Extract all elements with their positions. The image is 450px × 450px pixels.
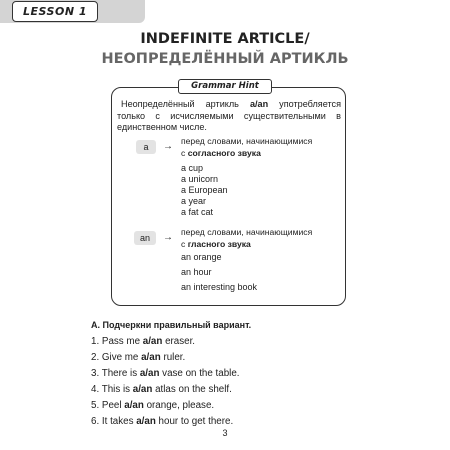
sentence-start: Peel <box>101 400 125 411</box>
article-an-box: an <box>134 231 156 245</box>
example-item: an hour <box>181 267 212 277</box>
sentence-end: orange, please. <box>143 400 215 411</box>
intro-text-start: Неопределённый артикль <box>121 99 250 109</box>
intro-text-end: употребляется только с исчисляемыми существительными в единственном числе. <box>117 99 341 132</box>
article-choice[interactable]: a/an <box>142 336 163 347</box>
exercise-sentence <box>91 352 185 364</box>
example-item: an interesting book <box>181 282 258 292</box>
rule-a-line2 <box>181 148 336 160</box>
example-item: a unicorn <box>181 174 219 184</box>
sentence-number: 2. <box>91 352 100 363</box>
rule-an-vowel-sound: гласного звука <box>187 238 251 249</box>
sentence-end: vase on the table. <box>159 368 240 379</box>
sentence-number: 1. <box>91 336 100 347</box>
rule-a-prep: с <box>181 147 188 158</box>
page-title-russian: НЕОПРЕДЕЛЁННЫЙ АРТИКЛЬ <box>101 51 349 67</box>
rule-an-line2 <box>181 239 336 251</box>
example-item: a year <box>181 196 207 206</box>
exercise-sentence <box>91 368 240 380</box>
rule-an-description <box>181 227 336 250</box>
sentence-end: ruler. <box>160 352 186 363</box>
exercise-sentence <box>91 400 214 412</box>
page-title-english: INDEFINITE ARTICLE/ <box>140 31 310 47</box>
article-choice[interactable]: a/an <box>124 400 144 411</box>
page-number: 3 <box>222 428 228 438</box>
example-item: a European <box>181 185 228 195</box>
intro-article-bold: a/an <box>249 99 269 109</box>
exercise-instruction: A. Подчеркни правильный вариант. <box>91 320 252 330</box>
sentence-start: It takes <box>101 416 137 427</box>
rule-a-description <box>181 136 336 159</box>
sentence-number: 3. <box>91 368 100 379</box>
example-item: a cup <box>181 163 204 173</box>
grammar-hint-intro <box>117 99 341 134</box>
article-choice[interactable]: a/an <box>132 384 153 395</box>
rule-an-line1: перед словами, начинающимися <box>181 227 313 237</box>
example-item: an orange <box>181 252 222 262</box>
lesson-label: LESSON 1 <box>12 1 98 22</box>
article-choice[interactable]: a/an <box>139 368 160 379</box>
sentence-end: eraser. <box>162 336 196 347</box>
rule-a-consonant-sound: согласного звука <box>187 147 261 158</box>
sentence-start: Give me <box>101 352 142 363</box>
example-item: a fat cat <box>181 207 214 217</box>
sentence-start: There is <box>101 368 140 379</box>
article-choice[interactable]: a/an <box>141 352 161 363</box>
exercise-sentence <box>91 416 233 428</box>
rule-a-line1: перед словами, начинающимися <box>181 136 313 146</box>
arrow-icon: → <box>163 141 173 152</box>
article-choice[interactable]: a/an <box>136 416 156 427</box>
sentence-end: atlas on the shelf. <box>152 384 232 395</box>
sentence-end: hour to get there. <box>155 416 234 427</box>
arrow-icon: → <box>163 232 173 243</box>
exercise-sentence <box>91 384 232 396</box>
article-a-box: a <box>136 140 156 154</box>
rule-an-prep: с <box>181 238 188 249</box>
sentence-number: 4. <box>91 384 100 395</box>
grammar-hint-title: Grammar Hint <box>178 79 272 94</box>
sentence-number: 5. <box>91 400 100 411</box>
exercise-sentence <box>91 336 195 348</box>
sentence-start: This is <box>101 384 133 395</box>
sentence-start: Pass me <box>101 336 143 347</box>
sentence-number: 6. <box>91 416 100 427</box>
